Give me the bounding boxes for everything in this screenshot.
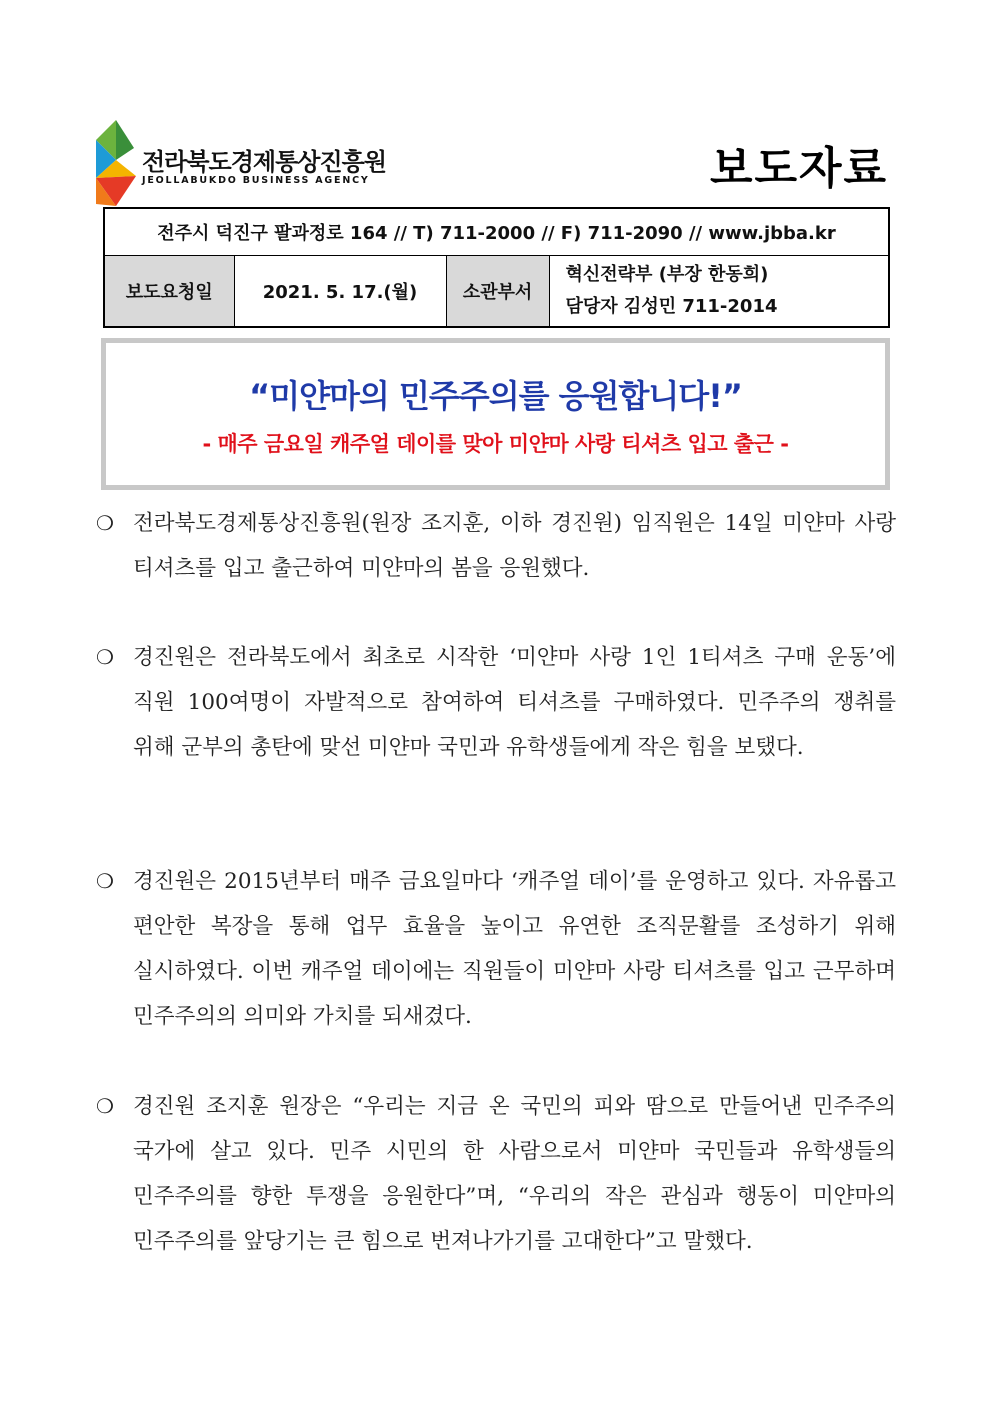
paragraph-text: 경진원은 전라북도에서 최초로 시작한 ‘미얀마 사랑 1인 1티셔츠 구매 운동’에 직원 100여명이 자발적으로 참여하여 티셔츠를 구매하였다. 민주주의 쟁취를 위해 군부의 총탄에 맞선 미얀마 국민과 유학생들에게 작은 힘을 보탰다. [133, 645, 896, 760]
request-date-label: 보도요청일 [104, 256, 234, 328]
address-line: 전주시 덕진구 팔과정로 164 // T) 711-2000 // F) 711-2090 // www.jbba.kr [104, 208, 889, 256]
paragraph-text: 경진원 조지훈 원장은 “우리는 지금 온 국민의 피와 땀으로 만들어낸 민주주의 국가에 살고 있다. 민주 시민의 한 사람으로서 미얀마 국민들과 유학생들의 민주주의를 향한 투쟁을 응원한다”며, “우리의 작은 관심과 행동이 미얀마의 민주주의를 앞당기는 큰 힘으로 번져나가기를 고대한다”고 말했다. [133, 1094, 896, 1254]
headline-box [101, 338, 890, 490]
contact-person: 담당자 김성민 711-2014 [565, 296, 778, 317]
org-name-english: JEOLLABUKDO BUSINESS AGENCY [142, 175, 370, 186]
bullet-icon: ❍ [96, 869, 114, 893]
bullet-icon: ❍ [96, 1094, 114, 1118]
paragraph-text: 전라북도경제통상진흥원(원장 조지훈, 이하 경진원) 임직원은 14일 미얀마 사랑 티셔츠를 입고 출근하여 미얀마의 봄을 응원했다. [133, 511, 896, 581]
department-name: 혁신전략부 (부장 한동희) [565, 264, 769, 285]
headline-subtitle: - 매주 금요일 캐주얼 데이를 맞아 미얀마 사랑 티셔츠 입고 출근 - [202, 432, 789, 456]
document-type-title: 보도자료 [709, 143, 888, 194]
headline-title: “미얀마의 민주주의를 응원합니다!” [249, 377, 742, 415]
body-paragraph [96, 501, 896, 591]
paragraph-text: 경진원은 2015년부터 매주 금요일마다 ‘캐주얼 데이’를 운영하고 있다. 자유롭고 편안한 복장을 통해 업무 효율을 높이고 유연한 조직문활를 조성하기 위해 실시하였다. 이번 캐주얼 데이에는 직원들이 미얀마 사랑 티셔츠를 입고 근무하며 민주주의의 의미와 가치를 되새겼다. [133, 869, 896, 1029]
jbba-logo-icon [94, 120, 138, 206]
bullet-icon: ❍ [96, 511, 114, 535]
request-date-value: 2021. 5. 17.(월) [234, 256, 446, 328]
body-paragraph [96, 1084, 896, 1264]
bullet-icon: ❍ [96, 645, 114, 669]
department-value [549, 256, 889, 328]
department-label: 소관부서 [446, 256, 549, 328]
body-paragraph [96, 859, 896, 1039]
org-logo [94, 120, 394, 206]
contact-info-table [103, 207, 890, 328]
body-paragraph [96, 635, 896, 770]
org-name: 전라북도경제통상진흥원 [142, 148, 387, 176]
